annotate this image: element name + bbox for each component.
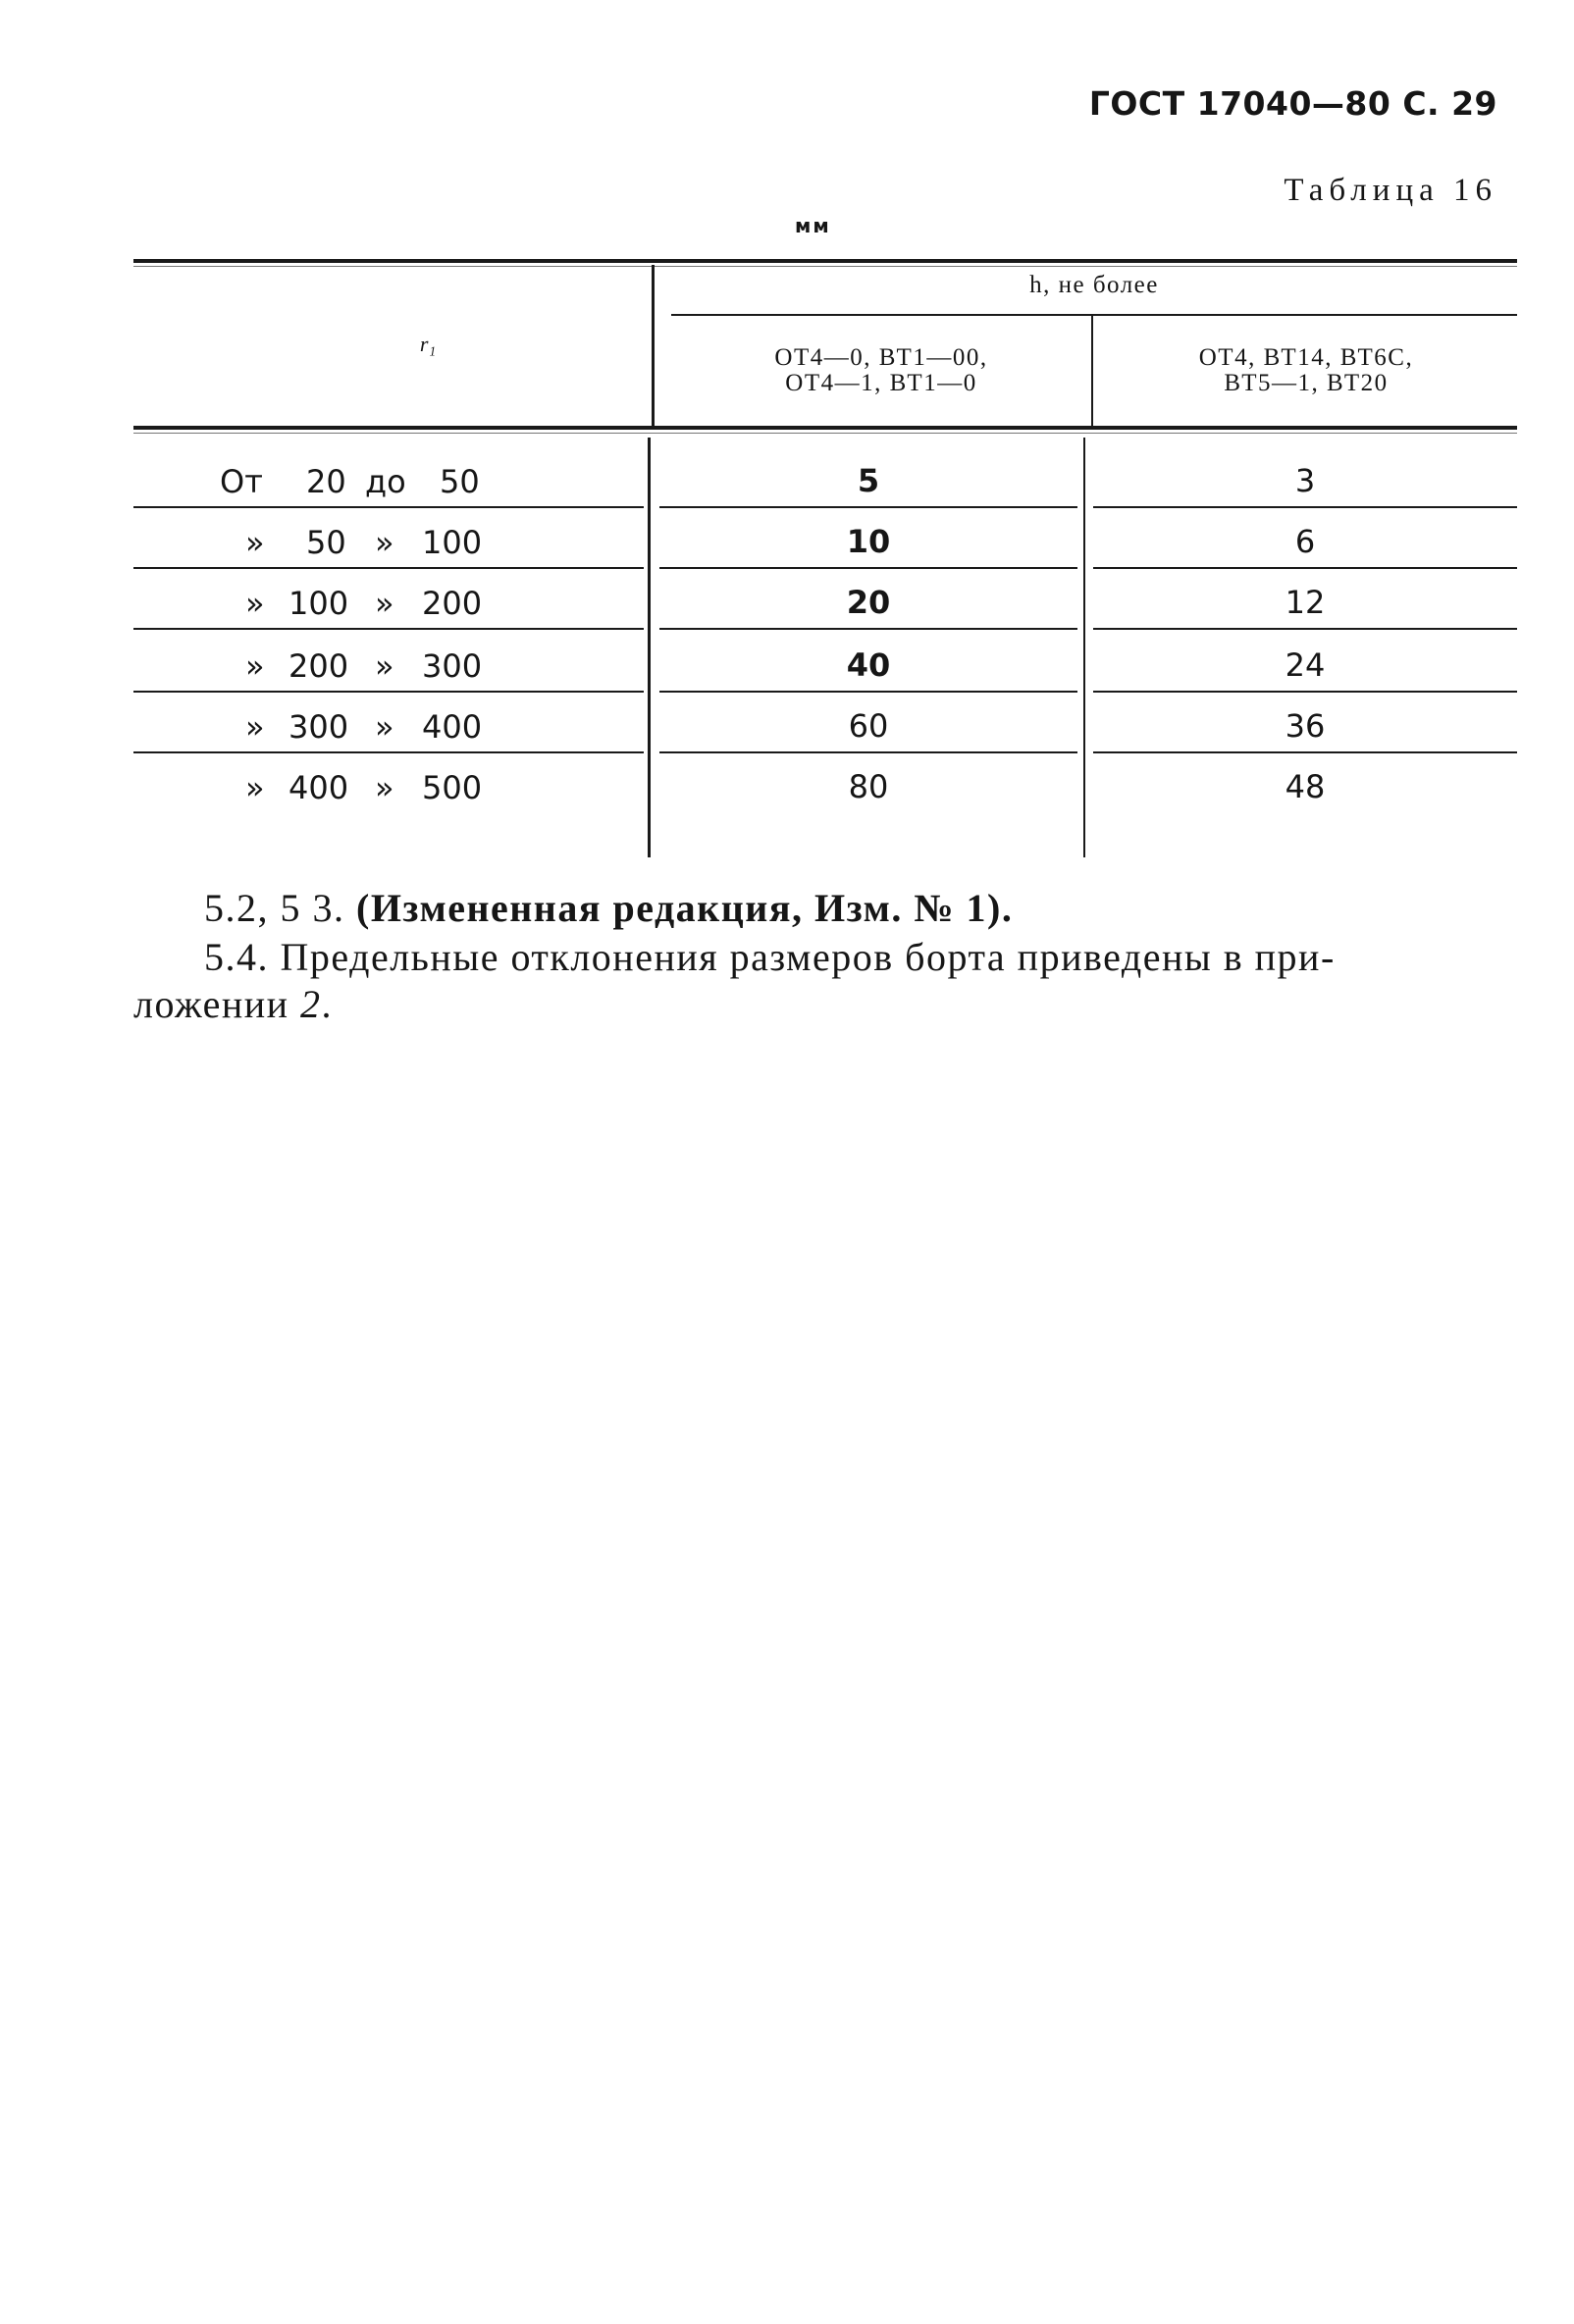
paragraph-5-2-5-3 xyxy=(133,885,1517,932)
unit-label: мм xyxy=(795,214,831,237)
column-header-b-line1: ОТ4, ВТ14, ВТ6С, xyxy=(1198,344,1414,371)
row-value-b: 36 xyxy=(1285,707,1326,745)
row-prefix: » xyxy=(245,647,265,685)
paragraph-number: 5.2, 5 3. xyxy=(204,886,345,930)
row-sep: » xyxy=(375,585,394,622)
row-value-b: 3 xyxy=(1294,462,1316,499)
row-rule-3-left xyxy=(133,628,644,630)
row-from: 20 xyxy=(306,463,346,500)
appendix-reference: 2 xyxy=(300,982,322,1026)
row-sep: » xyxy=(375,647,394,685)
row-prefix: » xyxy=(245,769,265,806)
group-header-text: h, не более xyxy=(1029,272,1159,298)
body-col-divider xyxy=(1083,438,1085,857)
row-value-a: 10 xyxy=(846,523,891,560)
row-to: 500 xyxy=(422,769,483,806)
row-from: 400 xyxy=(289,769,349,806)
header-bottom-rule-thin xyxy=(133,433,1517,434)
row-sep: до xyxy=(365,463,406,500)
row-rule-1-right xyxy=(1093,506,1517,508)
row-value-a: 60 xyxy=(848,707,889,745)
paragraph-5-4-end: . xyxy=(321,982,334,1026)
table-top-rule xyxy=(133,259,1517,263)
row-rule-2-left xyxy=(133,567,644,569)
row-sep: » xyxy=(375,524,394,561)
row-value-a: 40 xyxy=(846,646,891,684)
row-value-b: 6 xyxy=(1294,523,1316,560)
row-value-b: 12 xyxy=(1285,584,1326,621)
row-sep: » xyxy=(375,708,394,746)
row-to: 50 xyxy=(440,463,480,500)
running-header: ГОСТ 17040—80 С. 29 xyxy=(1088,84,1497,123)
row-sep: » xyxy=(375,769,394,806)
amendment-note: (Измененная редакция, Изм. № 1). xyxy=(356,886,1014,930)
row-from: 200 xyxy=(289,647,349,685)
column-header-b xyxy=(1095,345,1517,397)
group-header-h xyxy=(671,273,1517,297)
column-header-a xyxy=(671,345,1091,397)
row-rule-3-right xyxy=(1093,628,1517,630)
row-rule-3-mid xyxy=(659,628,1077,630)
row-rule-5-mid xyxy=(659,751,1077,753)
row-rule-5-left xyxy=(133,751,644,753)
paragraph-5-4-continuation: ложении xyxy=(133,982,289,1026)
body-vertical-divider xyxy=(648,438,651,857)
row-to: 400 xyxy=(422,708,483,746)
row-prefix: » xyxy=(245,585,265,622)
row-rule-4-mid xyxy=(659,691,1077,693)
row-rule-1-left xyxy=(133,506,644,508)
dimension-table xyxy=(133,259,1517,857)
paragraph-5-4-text: 5.4. Предельные отклонения размеров борта приведены в при- xyxy=(204,935,1336,979)
group-header-rule xyxy=(671,314,1517,316)
row-value-b: 24 xyxy=(1285,646,1326,684)
row-prefix: » xyxy=(245,524,265,561)
column-header-a-line2: ОТ4—1, ВТ1—0 xyxy=(785,370,977,397)
row-to: 300 xyxy=(422,647,483,685)
row-rule-4-left xyxy=(133,691,644,693)
header-bottom-rule xyxy=(133,426,1517,430)
row-to: 200 xyxy=(422,585,483,622)
row-value-a: 20 xyxy=(846,584,891,621)
column-header-r1: r₁ xyxy=(419,332,437,356)
row-rule-1-mid xyxy=(659,506,1077,508)
column-header-b-line2: ВТ5—1, ВТ20 xyxy=(1224,370,1389,397)
row-value-a: 80 xyxy=(848,768,889,805)
column-header-a-line1: ОТ4—0, ВТ1—00, xyxy=(774,344,988,371)
row-value-a: 5 xyxy=(857,462,880,499)
row-to: 100 xyxy=(422,524,483,561)
row-from: 100 xyxy=(289,585,349,622)
row-rule-2-mid xyxy=(659,567,1077,569)
row-rule-2-right xyxy=(1093,567,1517,569)
table-top-rule-thin xyxy=(133,266,1517,267)
row-rule-5-right xyxy=(1093,751,1517,753)
row-rule-4-right xyxy=(1093,691,1517,693)
row-prefix: » xyxy=(245,708,265,746)
row-from: 50 xyxy=(306,524,346,561)
header-vertical-divider xyxy=(652,265,655,426)
row-prefix: От xyxy=(220,463,263,500)
row-value-b: 48 xyxy=(1285,768,1326,805)
paragraph-5-4 xyxy=(133,934,1517,1028)
table-caption: Таблица 16 xyxy=(1284,173,1497,208)
header-col-divider xyxy=(1091,316,1093,426)
row-from: 300 xyxy=(289,708,349,746)
